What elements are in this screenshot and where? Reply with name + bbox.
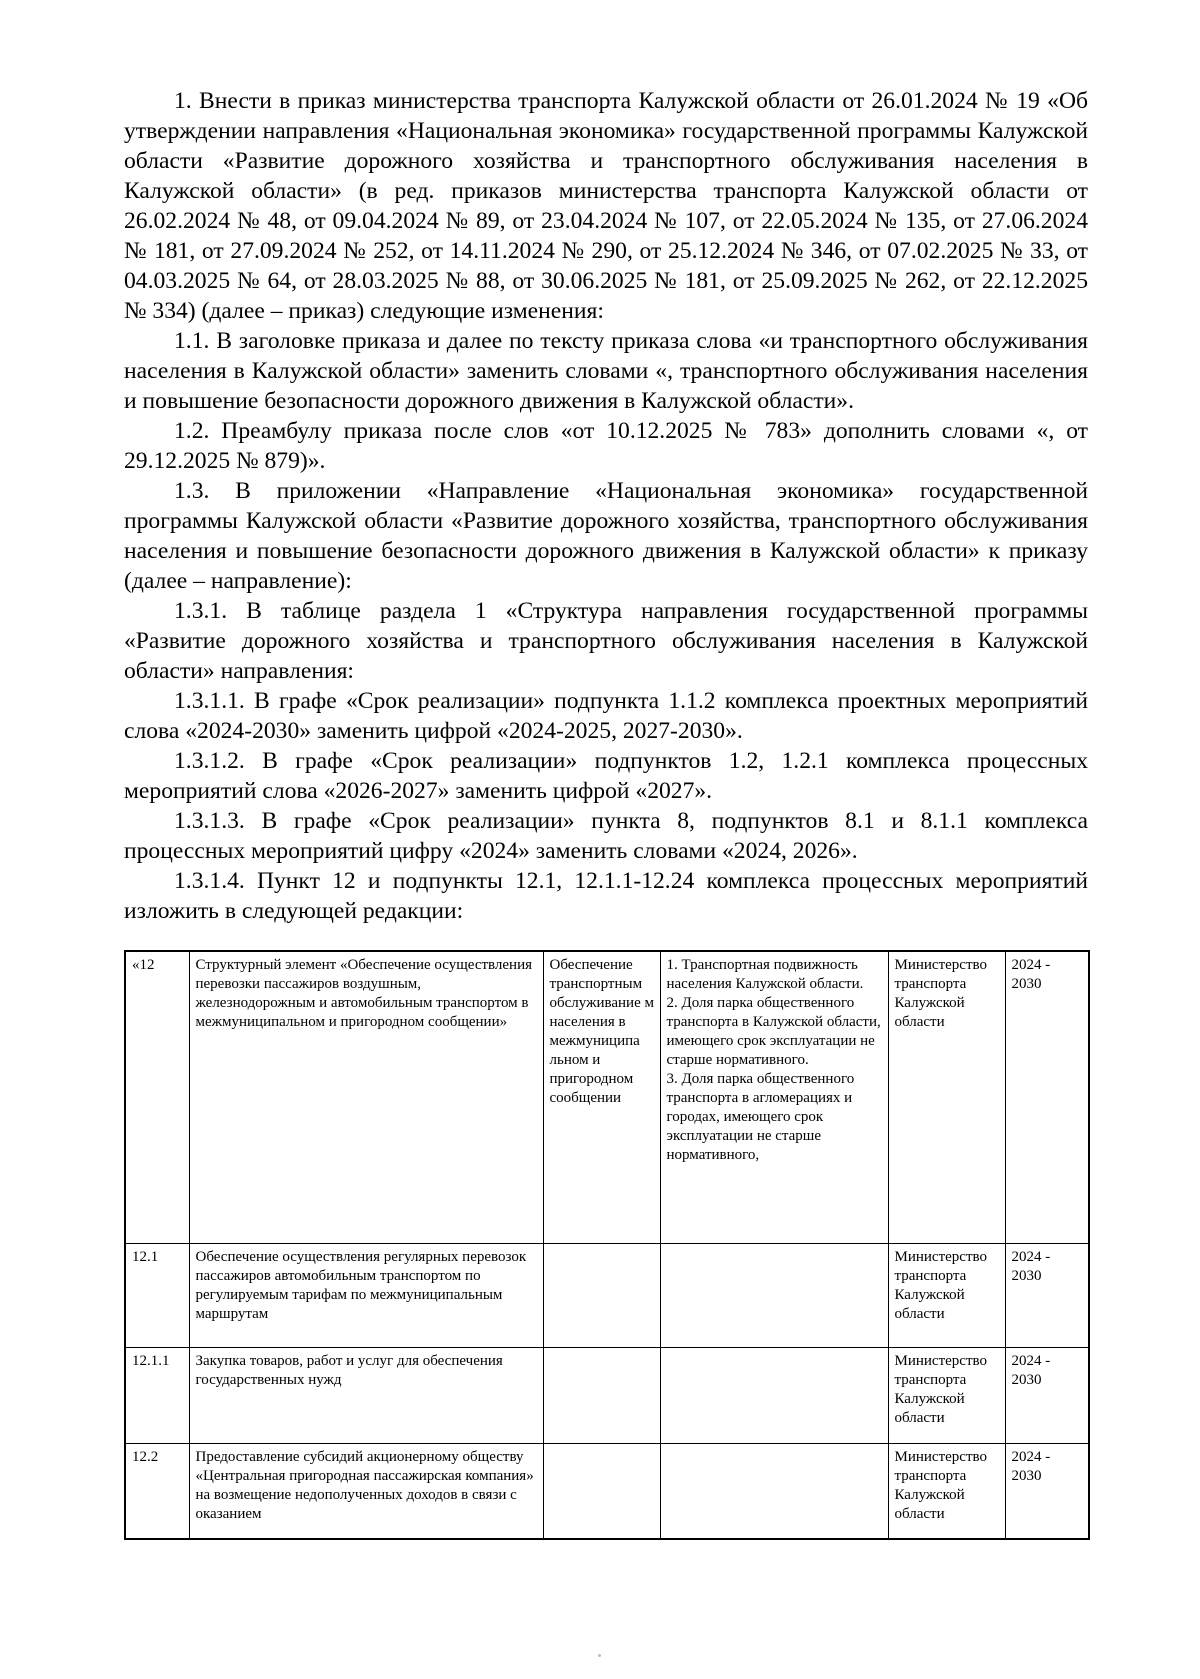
table-row	[125, 951, 1089, 1243]
element-goal	[543, 1443, 660, 1539]
table-row	[125, 1347, 1089, 1443]
table-row	[125, 1243, 1089, 1347]
responsible-org: Министерство транспорта Калужской области	[888, 1443, 1005, 1539]
indicator-item: 3. Доля парка общественного транспорта в агломерациях и городах, имеющего срок эксплуатации не старше нормативного,	[666, 1071, 855, 1163]
paragraph-1: 1. Внести в приказ министерства транспорта Калужской области от 26.01.2024 № 19 «Об утверждении направления «Национальная экономика» государственной программы Калужской области «Развитие дорожного хозяйства и транспортного обслуживания населения в Калужской области» (в ред. приказов министерства транспорта Калужской области от 26.02.2024 № 48, от 09.04.2024 № 89, от 23.04.2024 № 107, от 22.05.2024 № 135, от 27.06.2024 № 181, от 27.09.2024 № 252, от 14.11.2024 № 290, от 25.12.2024 № 346, от 07.02.2025 № 33, от 04.03.2025 № 64, от 28.03.2025 № 88, от 30.06.2025 № 181, от 25.09.2025 № 262, от 22.12.2025 № 334) (далее – приказ) следующие изменения:	[124, 88, 1088, 324]
paragraph-1-3: 1.3. В приложении «Направление «Национальная экономика» государственной программы Калужской области «Развитие дорожного хозяйства, транспортного обслуживания населения и повышение безопасности дорожного движения в Калужской области» к приказу (далее – направление):	[124, 478, 1088, 594]
implementation-period: 2024 - 2030	[1005, 951, 1089, 1243]
indicator-item: 2. Доля парка общественного транспорта в Калужской области, имеющего срок эксплуатации не старше нормативного.	[666, 995, 881, 1068]
element-goal	[543, 1347, 660, 1443]
paragraph-1-2: 1.2. Преамбулу приказа после слов «от 10.12.2025 № 783» дополнить словами «, от 29.12.2025 № 879)».	[124, 418, 1088, 474]
element-name: Обеспечение осуществления регулярных перевозок пассажиров автомобильным транспортом по регулируемым тарифам по межмуниципальным маршрутам	[189, 1243, 543, 1347]
paragraph-1-1: 1.1. В заголовке приказа и далее по тексту приказа слова «и транспортного обслуживания населения в Калужской области» заменить словами «, транспортного обслуживания населения и повышение безопасности дорожного движения в Калужской области».	[124, 328, 1088, 414]
responsible-org: Министерство транспорта Калужской области	[888, 951, 1005, 1243]
element-goal	[543, 1243, 660, 1347]
table-row	[125, 1443, 1089, 1539]
paragraph-1-3-1-3: 1.3.1.3. В графе «Срок реализации» пункта 8, подпунктов 8.1 и 8.1.1 комплекса процессных мероприятий цифру «2024» заменить словами «2024, 2026».	[124, 808, 1088, 864]
row-number: 12.2	[125, 1443, 189, 1539]
element-indicators	[660, 1243, 888, 1347]
element-name: Закупка товаров, работ и услуг для обеспечения государственных нужд	[189, 1347, 543, 1443]
structure-table-wrap	[124, 950, 1088, 1540]
paragraph-1-3-1-1: 1.3.1.1. В графе «Срок реализации» подпункта 1.1.2 комплекса проектных мероприятий слова «2024-2030» заменить цифрой «2024-2025, 2027-2030».	[124, 688, 1088, 744]
indicator-item: 1. Транспортная подвижность населения Калужской области.	[666, 957, 864, 992]
element-goal: Обеспечение транспортным обслуживание м населения в межмуниципа льном и пригородном сообщении	[543, 951, 660, 1243]
element-indicators	[660, 1347, 888, 1443]
structure-table	[124, 950, 1090, 1540]
paragraph-1-3-1-4: 1.3.1.4. Пункт 12 и подпункты 12.1, 12.1.1-12.24 комплекса процессных мероприятий изложить в следующей редакции:	[124, 868, 1088, 924]
row-number: 12.1	[125, 1243, 189, 1347]
row-number: «12	[125, 951, 189, 1243]
element-name: Предоставление субсидий акционерному обществу «Центральная пригородная пассажирская компания» на возмещение недополученных доходов в связи с оказанием	[189, 1443, 543, 1539]
element-indicators	[660, 951, 888, 1243]
row-number: 12.1.1	[125, 1347, 189, 1443]
order-text	[124, 86, 1088, 926]
responsible-org: Министерство транспорта Калужской области	[888, 1243, 1005, 1347]
implementation-period: 2024 - 2030	[1005, 1443, 1089, 1539]
paragraph-1-3-1-2: 1.3.1.2. В графе «Срок реализации» подпунктов 1.2, 1.2.1 комплекса процессных мероприятий слова «2026-2027» заменить цифрой «2027».	[124, 748, 1088, 804]
paragraph-1-3-1: 1.3.1. В таблице раздела 1 «Структура направления государственной программы «Развитие дорожного хозяйства и транспортного обслуживания населения в Калужской области» направления:	[124, 598, 1088, 684]
implementation-period: 2024 - 2030	[1005, 1243, 1089, 1347]
responsible-org: Министерство транспорта Калужской области	[888, 1347, 1005, 1443]
element-name: Структурный элемент «Обеспечение осуществления перевозки пассажиров воздушным, железнодорожным и автомобильным транспортом в межмуниципальном и пригородном сообщении»	[189, 951, 543, 1243]
element-indicators	[660, 1443, 888, 1539]
scan-speck	[598, 1654, 601, 1657]
implementation-period: 2024 - 2030	[1005, 1347, 1089, 1443]
